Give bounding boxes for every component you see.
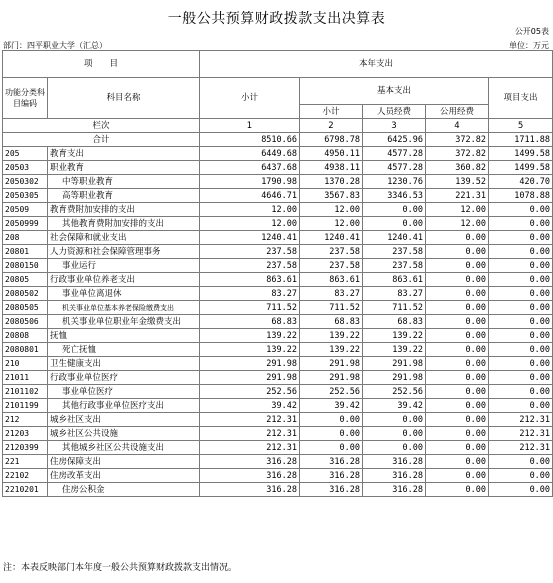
row-value: 316.28 (200, 483, 300, 497)
row-value: 12.00 (426, 217, 489, 231)
row-code: 20801 (3, 245, 48, 259)
table-row (3, 315, 553, 329)
table-row (3, 441, 553, 455)
row-code: 210 (3, 357, 48, 371)
row-value: 0.00 (426, 259, 489, 273)
row-name: 死亡抚恤 (48, 343, 200, 357)
total-value: 6798.78 (300, 133, 363, 147)
row-value: 0.00 (363, 203, 426, 217)
row-value: 1240.41 (363, 231, 426, 245)
row-value: 291.98 (300, 371, 363, 385)
row-value: 68.83 (300, 315, 363, 329)
table-row (3, 469, 553, 483)
total-value: 1711.88 (489, 133, 553, 147)
header-public: 公用经费 (426, 105, 489, 119)
row-value: 0.00 (489, 217, 553, 231)
row-value: 237.58 (300, 259, 363, 273)
row-name: 住房保障支出 (48, 455, 200, 469)
row-code: 208 (3, 231, 48, 245)
total-value: 8510.66 (200, 133, 300, 147)
row-name: 其他城乡社区公共设施支出 (48, 441, 200, 455)
row-value: 0.00 (489, 455, 553, 469)
table-row (3, 217, 553, 231)
row-value: 291.98 (363, 357, 426, 371)
row-value: 0.00 (489, 343, 553, 357)
table-row (3, 455, 553, 469)
row-name: 其他教育费附加安排的支出 (48, 217, 200, 231)
table-row (3, 287, 553, 301)
row-value: 0.00 (426, 343, 489, 357)
table-row (3, 413, 553, 427)
row-value: 0.00 (426, 231, 489, 245)
row-code: 2080150 (3, 259, 48, 273)
header-func-code: 功能分类科目编码 (3, 78, 48, 119)
row-value: 863.61 (363, 273, 426, 287)
row-value: 39.42 (200, 399, 300, 413)
header-project: 项目支出 (489, 78, 553, 119)
row-value: 12.00 (300, 203, 363, 217)
row-value: 83.27 (363, 287, 426, 301)
row-value: 711.52 (363, 301, 426, 315)
row-value: 6449.68 (200, 147, 300, 161)
row-value: 0.00 (426, 301, 489, 315)
row-name: 卫生健康支出 (48, 357, 200, 371)
row-value: 291.98 (300, 357, 363, 371)
row-value: 0.00 (489, 371, 553, 385)
header-subject-name: 科目名称 (48, 78, 200, 119)
row-value: 0.00 (363, 427, 426, 441)
row-value: 0.00 (426, 315, 489, 329)
row-value: 3567.83 (300, 189, 363, 203)
row-value: 0.00 (426, 357, 489, 371)
row-value: 139.22 (200, 343, 300, 357)
row-value: 68.83 (363, 315, 426, 329)
header-basic: 基本支出 (300, 78, 489, 105)
row-value: 39.42 (300, 399, 363, 413)
row-value: 0.00 (426, 273, 489, 287)
row-name: 高等职业教育 (48, 189, 200, 203)
row-value: 0.00 (489, 231, 553, 245)
table-row (3, 371, 553, 385)
row-value: 39.42 (363, 399, 426, 413)
row-value: 68.83 (200, 315, 300, 329)
row-value: 291.98 (200, 357, 300, 371)
col-index: 4 (426, 119, 489, 133)
row-value: 252.56 (300, 385, 363, 399)
header-col-index-label: 栏次 (3, 119, 200, 133)
row-name: 行政事业单位医疗 (48, 371, 200, 385)
row-value: 0.00 (426, 399, 489, 413)
row-value: 0.00 (363, 441, 426, 455)
row-name: 事业运行 (48, 259, 200, 273)
row-value: 237.58 (300, 245, 363, 259)
row-value: 0.00 (426, 329, 489, 343)
col-index: 2 (300, 119, 363, 133)
table-row (3, 427, 553, 441)
row-name: 住房改革支出 (48, 469, 200, 483)
row-name: 职业教育 (48, 161, 200, 175)
row-code: 22102 (3, 469, 48, 483)
row-value: 252.56 (200, 385, 300, 399)
row-name: 教育支出 (48, 147, 200, 161)
row-code: 20509 (3, 203, 48, 217)
row-value: 212.31 (200, 413, 300, 427)
row-value: 237.58 (200, 259, 300, 273)
header-subtotal: 小计 (200, 78, 300, 119)
table-row (3, 161, 553, 175)
row-name: 住房公积金 (48, 483, 200, 497)
row-value: 372.82 (426, 147, 489, 161)
row-value: 4950.11 (300, 147, 363, 161)
row-value: 0.00 (363, 413, 426, 427)
row-code: 2080506 (3, 315, 48, 329)
row-value: 0.00 (426, 385, 489, 399)
row-value: 221.31 (426, 189, 489, 203)
col-index: 1 (200, 119, 300, 133)
table-row (3, 399, 553, 413)
row-value: 237.58 (363, 259, 426, 273)
row-value: 316.28 (363, 469, 426, 483)
row-value: 0.00 (300, 427, 363, 441)
row-code: 21011 (3, 371, 48, 385)
row-value: 12.00 (300, 217, 363, 231)
row-value: 711.52 (300, 301, 363, 315)
row-value: 291.98 (363, 371, 426, 385)
row-name: 城乡社区支出 (48, 413, 200, 427)
row-code: 2101102 (3, 385, 48, 399)
total-value: 372.82 (426, 133, 489, 147)
row-code: 2050999 (3, 217, 48, 231)
row-value: 316.28 (300, 455, 363, 469)
row-value: 0.00 (489, 259, 553, 273)
row-value: 12.00 (200, 217, 300, 231)
row-value: 0.00 (489, 315, 553, 329)
row-value: 0.00 (426, 287, 489, 301)
row-code: 2050305 (3, 189, 48, 203)
row-value: 0.00 (489, 203, 553, 217)
row-value: 6437.68 (200, 161, 300, 175)
total-value: 6425.96 (363, 133, 426, 147)
table-row (3, 189, 553, 203)
row-code: 2101199 (3, 399, 48, 413)
table-row (3, 231, 553, 245)
row-name: 行政事业单位养老支出 (48, 273, 200, 287)
row-value: 139.22 (300, 343, 363, 357)
row-value: 316.28 (200, 455, 300, 469)
row-value: 4646.71 (200, 189, 300, 203)
row-name: 人力资源和社会保障管理事务 (48, 245, 200, 259)
row-value: 420.70 (489, 175, 553, 189)
unit-label: 单位：万元 (509, 41, 549, 50)
row-code: 2050302 (3, 175, 48, 189)
table-row (3, 343, 553, 357)
row-value: 0.00 (363, 217, 426, 231)
department-label: 部门：四平职业大学（汇总） (3, 41, 107, 50)
row-code: 205 (3, 147, 48, 161)
row-value: 0.00 (426, 245, 489, 259)
col-index: 5 (489, 119, 553, 133)
table-row (3, 385, 553, 399)
row-name: 城乡社区公共设施 (48, 427, 200, 441)
row-value: 711.52 (200, 301, 300, 315)
row-value: 0.00 (426, 371, 489, 385)
row-value: 1240.41 (300, 231, 363, 245)
row-name: 社会保障和就业支出 (48, 231, 200, 245)
row-value: 139.52 (426, 175, 489, 189)
row-value: 1370.28 (300, 175, 363, 189)
row-value: 1499.58 (489, 147, 553, 161)
header-personnel: 人员经费 (363, 105, 426, 119)
row-code: 212 (3, 413, 48, 427)
col-index: 3 (363, 119, 426, 133)
row-name: 教育费附加安排的支出 (48, 203, 200, 217)
table-row (3, 301, 553, 315)
row-value: 0.00 (489, 273, 553, 287)
row-value: 0.00 (489, 329, 553, 343)
row-value: 212.31 (200, 441, 300, 455)
row-value: 83.27 (300, 287, 363, 301)
row-value: 212.31 (200, 427, 300, 441)
header-basic-subtotal: 小计 (300, 105, 363, 119)
row-value: 1078.88 (489, 189, 553, 203)
table-row (3, 203, 553, 217)
form-number: 公开05表 (514, 27, 549, 36)
row-value: 139.22 (300, 329, 363, 343)
row-value: 139.22 (200, 329, 300, 343)
row-value: 4577.28 (363, 161, 426, 175)
row-value: 0.00 (300, 413, 363, 427)
row-value: 0.00 (489, 483, 553, 497)
table-row (3, 259, 553, 273)
row-value: 0.00 (300, 441, 363, 455)
row-code: 2120399 (3, 441, 48, 455)
header-current-year: 本年支出 (200, 51, 553, 78)
row-value: 212.31 (489, 441, 553, 455)
row-code: 2080502 (3, 287, 48, 301)
row-value: 316.28 (200, 469, 300, 483)
row-value: 0.00 (426, 413, 489, 427)
row-name: 中等职业教育 (48, 175, 200, 189)
row-value: 0.00 (489, 357, 553, 371)
row-code: 20805 (3, 273, 48, 287)
row-value: 0.00 (489, 287, 553, 301)
row-value: 1230.76 (363, 175, 426, 189)
row-code: 2080505 (3, 301, 48, 315)
expenditure-table (2, 50, 553, 497)
row-value: 0.00 (426, 427, 489, 441)
row-value: 4938.11 (300, 161, 363, 175)
row-value: 212.31 (489, 413, 553, 427)
row-value: 237.58 (200, 245, 300, 259)
row-value: 360.82 (426, 161, 489, 175)
row-value: 12.00 (200, 203, 300, 217)
row-code: 21203 (3, 427, 48, 441)
footnote: 注：本表反映部门本年度一般公共预算财政拨款支出情况。 (3, 563, 238, 573)
row-value: 1499.58 (489, 161, 553, 175)
row-value: 0.00 (489, 399, 553, 413)
row-value: 863.61 (200, 273, 300, 287)
page-title: 一般公共预算财政拨款支出决算表 (167, 11, 386, 27)
row-code: 20503 (3, 161, 48, 175)
header-item: 项 目 (3, 51, 200, 78)
row-name: 事业单位医疗 (48, 385, 200, 399)
row-value: 252.56 (363, 385, 426, 399)
row-code: 2080801 (3, 343, 48, 357)
row-value: 0.00 (426, 483, 489, 497)
row-value: 316.28 (363, 483, 426, 497)
row-value: 4577.28 (363, 147, 426, 161)
row-value: 863.61 (300, 273, 363, 287)
total-row (3, 133, 553, 147)
row-value: 0.00 (426, 455, 489, 469)
row-value: 0.00 (489, 385, 553, 399)
row-name: 抚恤 (48, 329, 200, 343)
row-value: 83.27 (200, 287, 300, 301)
row-value: 0.00 (489, 301, 553, 315)
row-value: 3346.53 (363, 189, 426, 203)
row-value: 316.28 (300, 469, 363, 483)
total-label: 合计 (3, 133, 200, 147)
row-value: 0.00 (426, 441, 489, 455)
row-value: 212.31 (489, 427, 553, 441)
row-value: 0.00 (426, 469, 489, 483)
table-row (3, 273, 553, 287)
row-value: 1240.41 (200, 231, 300, 245)
row-value: 12.00 (426, 203, 489, 217)
table-row (3, 483, 553, 497)
table-row (3, 245, 553, 259)
row-value: 291.98 (200, 371, 300, 385)
row-value: 139.22 (363, 343, 426, 357)
row-name: 机关事业单位职业年金缴费支出 (48, 315, 200, 329)
table-row (3, 329, 553, 343)
row-name: 机关事业单位基本养老保险缴费支出 (48, 301, 200, 315)
row-value: 237.58 (363, 245, 426, 259)
row-code: 20808 (3, 329, 48, 343)
table-row (3, 357, 553, 371)
row-name: 事业单位离退休 (48, 287, 200, 301)
row-value: 1790.98 (200, 175, 300, 189)
row-value: 0.00 (489, 469, 553, 483)
row-code: 2210201 (3, 483, 48, 497)
row-value: 0.00 (489, 245, 553, 259)
row-code: 221 (3, 455, 48, 469)
row-value: 139.22 (363, 329, 426, 343)
table-row (3, 147, 553, 161)
row-name: 其他行政事业单位医疗支出 (48, 399, 200, 413)
row-value: 316.28 (363, 455, 426, 469)
table-row (3, 175, 553, 189)
row-value: 316.28 (300, 483, 363, 497)
